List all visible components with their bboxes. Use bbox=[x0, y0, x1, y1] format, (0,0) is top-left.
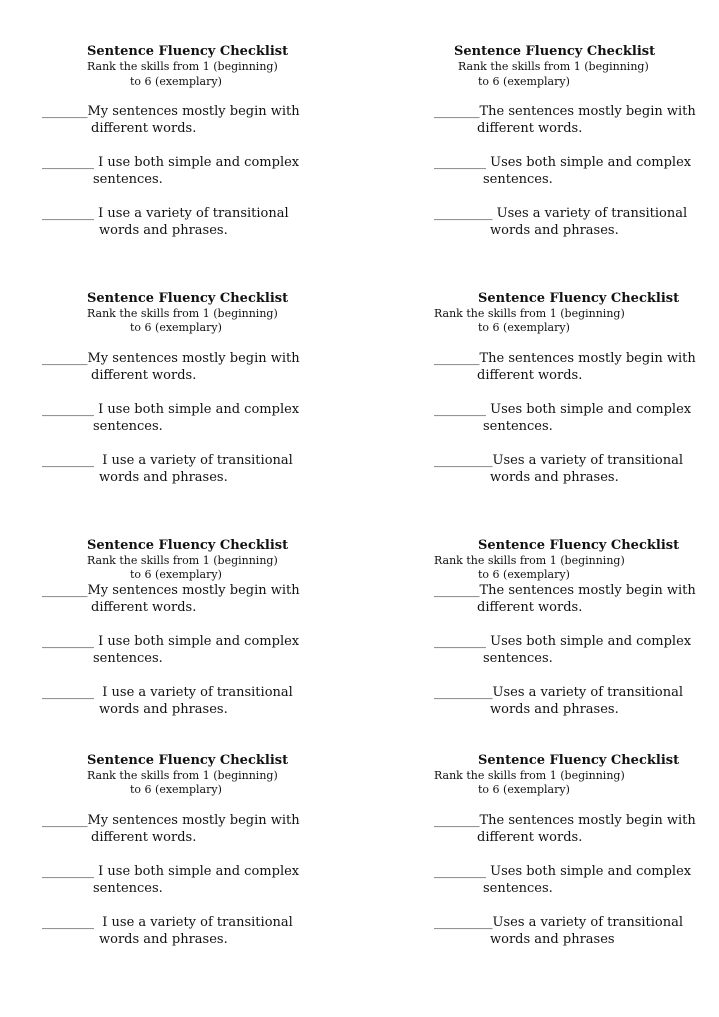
card-subtitle: Rank the skills from 1 (beginning) bbox=[434, 554, 625, 567]
checklist-item-continuation: words and phrases. bbox=[490, 223, 619, 238]
checklist-item: _______My sentences mostly begin with bbox=[42, 104, 300, 119]
card-subtitle: to 6 (exemplary) bbox=[478, 783, 570, 796]
card-title: Sentence Fluency Checklist bbox=[87, 538, 289, 553]
card-title: Sentence Fluency Checklist bbox=[478, 291, 680, 306]
card-subtitle: to 6 (exemplary) bbox=[478, 75, 570, 88]
card-subtitle: to 6 (exemplary) bbox=[130, 75, 222, 88]
checklist-item-continuation: different words. bbox=[91, 600, 197, 615]
checklist-item: ________ I use both simple and complex bbox=[42, 155, 300, 170]
checklist-item: ________ I use both simple and complex bbox=[42, 634, 300, 649]
checklist-item: _______The sentences mostly begin with bbox=[434, 583, 696, 598]
checklist-item-continuation: words and phrases. bbox=[99, 932, 228, 947]
checklist-item: _______The sentences mostly begin with bbox=[434, 813, 696, 828]
checklist-item: _______The sentences mostly begin with bbox=[434, 351, 696, 366]
checklist-item-continuation: different words. bbox=[91, 830, 197, 845]
checklist-item: ________ I use a variety of transitional bbox=[42, 915, 293, 930]
checklist-item-continuation: sentences. bbox=[93, 881, 163, 896]
card-subtitle: Rank the skills from 1 (beginning) bbox=[87, 769, 278, 782]
checklist-item-continuation: different words. bbox=[477, 368, 583, 383]
checklist-item-continuation: different words. bbox=[91, 368, 197, 383]
checklist-item: ________ I use a variety of transitional bbox=[42, 206, 289, 221]
card-subtitle: to 6 (exemplary) bbox=[478, 568, 570, 581]
checklist-item-continuation: words and phrases. bbox=[490, 470, 619, 485]
checklist-item: ________ Uses both simple and complex bbox=[434, 402, 692, 417]
card-title: Sentence Fluency Checklist bbox=[478, 753, 680, 768]
checklist-item-continuation: words and phrases. bbox=[99, 223, 228, 238]
card-title: Sentence Fluency Checklist bbox=[87, 753, 289, 768]
card-title: Sentence Fluency Checklist bbox=[87, 291, 289, 306]
checklist-item-continuation: sentences. bbox=[93, 651, 163, 666]
checklist-item-continuation: words and phrases. bbox=[99, 470, 228, 485]
checklist-item: ________ Uses both simple and complex bbox=[434, 155, 692, 170]
card-title: Sentence Fluency Checklist bbox=[478, 538, 680, 553]
checklist-item: _________Uses a variety of transitional bbox=[434, 685, 684, 700]
checklist-item: ________ I use a variety of transitional bbox=[42, 453, 293, 468]
card-subtitle: Rank the skills from 1 (beginning) bbox=[87, 307, 278, 320]
checklist-item: _________Uses a variety of transitional bbox=[434, 915, 684, 930]
checklist-item-continuation: words and phrases bbox=[490, 932, 615, 947]
checklist-item: _______My sentences mostly begin with bbox=[42, 813, 300, 828]
checklist-item-continuation: different words. bbox=[91, 121, 197, 136]
checklist-item: ________ I use a variety of transitional bbox=[42, 685, 293, 700]
checklist-item: _______The sentences mostly begin with bbox=[434, 104, 696, 119]
checklist-item: ________ I use both simple and complex bbox=[42, 402, 300, 417]
card-subtitle: Rank the skills from 1 (beginning) bbox=[87, 60, 278, 73]
card-subtitle: Rank the skills from 1 (beginning) bbox=[458, 60, 649, 73]
checklist-item-continuation: sentences. bbox=[483, 172, 553, 187]
checklist-item-continuation: sentences. bbox=[483, 419, 553, 434]
checklist-item-continuation: different words. bbox=[477, 121, 583, 136]
checklist-item: ________ I use both simple and complex bbox=[42, 864, 300, 879]
checklist-item-continuation: sentences. bbox=[93, 172, 163, 187]
card-subtitle: Rank the skills from 1 (beginning) bbox=[434, 307, 625, 320]
checklist-item: _______My sentences mostly begin with bbox=[42, 583, 300, 598]
checklist-item-continuation: different words. bbox=[477, 830, 583, 845]
checklist-item-continuation: sentences. bbox=[93, 419, 163, 434]
card-title: Sentence Fluency Checklist bbox=[87, 44, 289, 59]
checklist-item-continuation: words and phrases. bbox=[99, 702, 228, 717]
card-subtitle: to 6 (exemplary) bbox=[478, 321, 570, 334]
checklist-item: ________ Uses both simple and complex bbox=[434, 634, 692, 649]
card-subtitle: to 6 (exemplary) bbox=[130, 321, 222, 334]
checklist-item: _________Uses a variety of transitional bbox=[434, 453, 684, 468]
checklist-item: _______My sentences mostly begin with bbox=[42, 351, 300, 366]
card-subtitle: to 6 (exemplary) bbox=[130, 783, 222, 796]
checklist-item-continuation: sentences. bbox=[483, 651, 553, 666]
checklist-item-continuation: words and phrases. bbox=[490, 702, 619, 717]
checklist-item-continuation: sentences. bbox=[483, 881, 553, 896]
checklist-item: ________ Uses both simple and complex bbox=[434, 864, 692, 879]
card-title: Sentence Fluency Checklist bbox=[454, 44, 656, 59]
card-subtitle: to 6 (exemplary) bbox=[130, 568, 222, 581]
checklist-item: _________ Uses a variety of transitional bbox=[434, 206, 688, 221]
card-subtitle: Rank the skills from 1 (beginning) bbox=[87, 554, 278, 567]
checklist-item-continuation: different words. bbox=[477, 600, 583, 615]
card-subtitle: Rank the skills from 1 (beginning) bbox=[434, 769, 625, 782]
